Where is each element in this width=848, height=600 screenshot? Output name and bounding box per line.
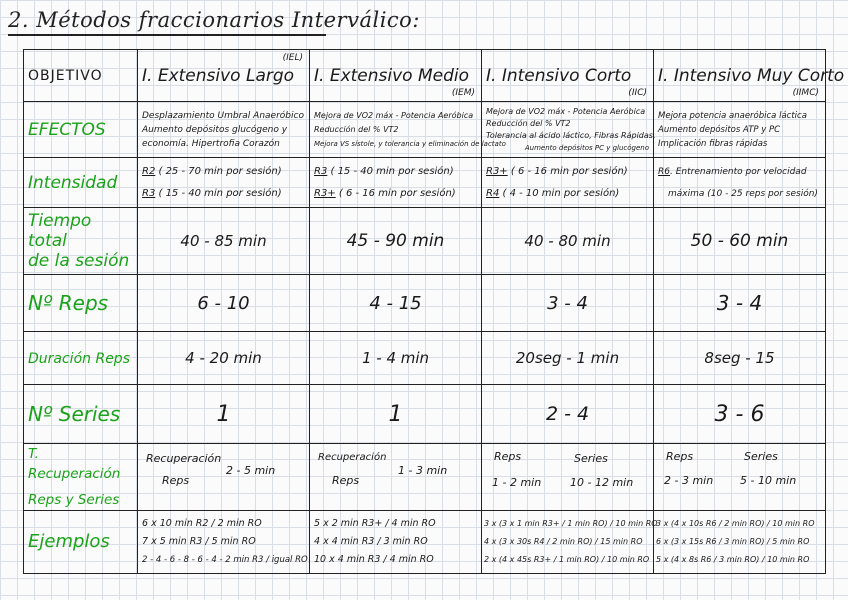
efectos-line: Mejora VS sístole, y tolerancia y eliminación de lactato	[314, 139, 506, 148]
recuperacion-cell-iimc	[654, 444, 826, 511]
efectos-line: Mejora potencia anaeróbica láctica	[658, 110, 807, 121]
rec-title: Recuperación	[146, 452, 222, 465]
ejemplo-line: 6 x 10 min R2 / 2 min RO	[142, 518, 262, 529]
intensidad-cell-iel	[138, 158, 310, 208]
col-header-iel	[138, 50, 310, 102]
rec-reps-label: Reps	[494, 450, 522, 463]
nseries-label: Nº Series	[28, 401, 121, 426]
ejemplo-line: 5 x 2 min R3+ / 4 min RO	[314, 518, 436, 529]
duracion-row	[24, 332, 826, 385]
rec-value: 1 - 3 min	[398, 464, 448, 477]
intensidad-line	[314, 161, 477, 183]
intensidad-line	[658, 161, 821, 183]
zone-detail: ( 6 - 16 min por sesión)	[335, 187, 456, 199]
zone-label: R3	[314, 165, 328, 177]
rec-title: Recuperación	[318, 452, 387, 463]
ejemplo-line: 2 x (4 x 45s R3+ / 1 min RO) / 10 min RO	[484, 555, 650, 564]
header-row	[24, 50, 826, 102]
nreps-cell-iimc: 3 - 4	[654, 275, 826, 332]
zone-detail: ( 15 - 40 min por sesión)	[155, 187, 282, 199]
zone-detail: ( 6 - 16 min por sesión)	[507, 165, 628, 177]
ejemplos-cell-iimc	[654, 511, 826, 574]
title-underline	[8, 34, 326, 36]
col-name-iimc: I. Intensivo Muy Corto	[658, 65, 845, 86]
intensidad-line	[658, 183, 821, 205]
nseries-row	[24, 385, 826, 444]
nreps-label: Nº Reps	[28, 290, 109, 315]
rec-reps-value: 2 - 3 min	[664, 474, 714, 487]
nreps-cell-iel: 6 - 10	[138, 275, 310, 332]
efectos-cell-iem	[310, 102, 506, 158]
zone-label: R3	[142, 187, 156, 199]
col-name-iel: I. Extensivo Largo	[142, 65, 295, 86]
recuperacion-cell-iel	[138, 444, 310, 511]
efectos-line: Aumento depósitos glucógeno y	[142, 124, 288, 135]
zone-label: R3+	[486, 165, 508, 177]
col-abbr-iic: (IIC)	[628, 88, 647, 98]
zone-detail: ( 15 - 40 min por sesión)	[327, 165, 454, 177]
ejemplo-line: 5 x (4 x 8s R6 / 3 min RO) / 10 min RO	[656, 555, 810, 564]
efectos-line: Aumento depósitos PC y glucógeno	[524, 143, 649, 152]
nreps-row	[24, 275, 826, 332]
zone-detail: máxima (10 - 25 reps por sesión)	[668, 188, 818, 199]
tiempo-label-2: de la sesión	[28, 251, 130, 271]
efectos-line: Reducción del % VT2	[314, 124, 399, 134]
zone-label: R3+	[314, 187, 336, 199]
efectos-cell-iel	[138, 102, 310, 158]
zone-detail: ( 25 - 70 min por sesión)	[155, 165, 282, 177]
efectos-cell-iic	[482, 102, 654, 158]
nreps-cell-iem: 4 - 15	[310, 275, 482, 332]
tiempo-cell-iem: 45 - 90 min	[310, 208, 482, 275]
ejemplo-line: 10 x 4 min R3 / 4 min RO	[314, 554, 434, 565]
col-abbr-iimc: (IIMC)	[792, 88, 819, 98]
ejemplo-line: 6 x (3 x 15s R6 / 3 min RO) / 5 min RO	[656, 537, 810, 546]
rec-series-label: Series	[744, 450, 778, 463]
tiempo-cell-iel: 40 - 85 min	[138, 208, 310, 275]
rec-reps-value: 1 - 2 min	[492, 476, 542, 489]
col-name-iem: I. Extensivo Medio	[314, 65, 470, 86]
ejemplo-line: 4 x (3 x 30s R4 / 2 min RO) / 15 min RO	[484, 537, 643, 546]
nseries-cell-iel: 1	[138, 385, 310, 444]
efectos-line: Tolerancia al ácido láctico, Fibras Rápidas,	[486, 130, 656, 140]
ejemplos-cell-iic	[482, 511, 658, 574]
rec-value: 2 - 5 min	[226, 464, 276, 477]
tiempo-cell-iic: 40 - 80 min	[482, 208, 654, 275]
ejemplo-line: 3 x (3 x 1 min R3+ / 1 min RO) / 10 min RO	[484, 519, 658, 528]
rec-series-value: 5 - 10 min	[740, 474, 797, 487]
nseries-cell-iem: 1	[310, 385, 482, 444]
duracion-cell-iel: 4 - 20 min	[138, 332, 310, 385]
duracion-label: Duración Reps	[28, 350, 130, 367]
rec-reps-label: Reps	[162, 474, 190, 487]
recuperacion-cell-iic	[482, 444, 654, 511]
recuperacion-label-1: T. Recuperación	[28, 446, 121, 482]
efectos-label: EFECTOS	[28, 119, 106, 140]
rec-series-value: 10 - 12 min	[570, 476, 634, 489]
objetivo-cell	[24, 50, 138, 102]
duracion-cell-iem: 1 - 4 min	[310, 332, 482, 385]
methods-table	[23, 49, 845, 574]
efectos-line: Mejora de VO2 máx - Potencia Aeróbica	[314, 110, 474, 120]
nseries-cell-iic: 2 - 4	[482, 385, 654, 444]
zone-label: R6	[658, 166, 670, 177]
efectos-line: economía. Hipertrofia Corazón	[142, 138, 280, 149]
ejemplos-cell-iel	[138, 511, 310, 574]
zone-detail: ( 4 - 10 min por sesión)	[499, 187, 620, 199]
col-abbr-iem: (IEM)	[451, 88, 475, 98]
intensidad-label: Intensidad	[28, 172, 118, 193]
ejemplos-cell-iem	[310, 511, 482, 574]
recuperacion-cell-iem	[310, 444, 482, 511]
zone-detail: . Entrenamiento por velocidad	[669, 166, 807, 177]
intensidad-row	[24, 158, 826, 208]
ejemplos-row	[24, 511, 826, 574]
recuperacion-label-2: Reps y Series	[28, 492, 120, 508]
recuperacion-row	[24, 444, 826, 511]
efectos-line: Aumento depósitos ATP y PC	[658, 124, 781, 135]
duracion-cell-iimc: 8seg - 15	[654, 332, 826, 385]
efectos-line: Desplazamiento Umbral Anaeróbico	[142, 110, 304, 121]
intensidad-line	[486, 161, 649, 183]
duracion-cell-iic: 20seg - 1 min	[482, 332, 654, 385]
efectos-line: Reducción del % VT2	[486, 118, 571, 128]
efectos-line: Mejora de VO2 máx - Potencia Aeróbica	[486, 106, 646, 116]
col-header-iem	[310, 50, 482, 102]
efectos-cell-iimc	[654, 102, 826, 158]
ejemplo-line: 7 x 5 min R3 / 5 min RO	[142, 536, 256, 547]
zone-label: R2	[142, 165, 156, 177]
rec-reps-label: Reps	[666, 450, 694, 463]
ejemplo-line: 2 - 4 - 6 - 8 - 6 - 4 - 2 min R3 / igual RO	[142, 555, 308, 565]
intensidad-cell-iimc	[654, 158, 826, 208]
col-header-iimc	[654, 50, 845, 102]
col-abbr-iel: (IEL)	[282, 53, 303, 63]
intensidad-cell-iic	[482, 158, 654, 208]
col-name-iic: I. Intensivo Corto	[486, 65, 632, 86]
tiempo-label-1: Tiempo total	[28, 211, 92, 251]
ejemplo-line: 4 x 4 min R3 / 3 min RO	[314, 536, 428, 547]
intensidad-line	[314, 183, 477, 205]
ejemplos-label: Ejemplos	[28, 531, 110, 552]
page-title: 2. Métodos fraccionarios Interválico:	[8, 8, 420, 32]
zone-label: R4	[486, 187, 500, 199]
intensidad-line	[142, 161, 305, 183]
ejemplo-line: 3 x (4 x 10s R6 / 2 min RO) / 10 min RO	[656, 519, 815, 528]
intensidad-cell-iem	[310, 158, 482, 208]
efectos-line: Implicación fibras rápidas	[658, 138, 768, 149]
efectos-row	[24, 102, 826, 158]
objetivo-label: OBJETIVO	[28, 68, 103, 84]
nreps-cell-iic: 3 - 4	[482, 275, 654, 332]
tiempo-row	[24, 208, 826, 275]
intensidad-line	[486, 183, 649, 205]
tiempo-cell-iimc: 50 - 60 min	[654, 208, 826, 275]
intensidad-line	[142, 183, 305, 205]
col-header-iic	[482, 50, 654, 102]
rec-series-label: Series	[574, 452, 608, 465]
rec-reps-label: Reps	[332, 474, 360, 487]
nseries-cell-iimc: 3 - 6	[654, 385, 826, 444]
